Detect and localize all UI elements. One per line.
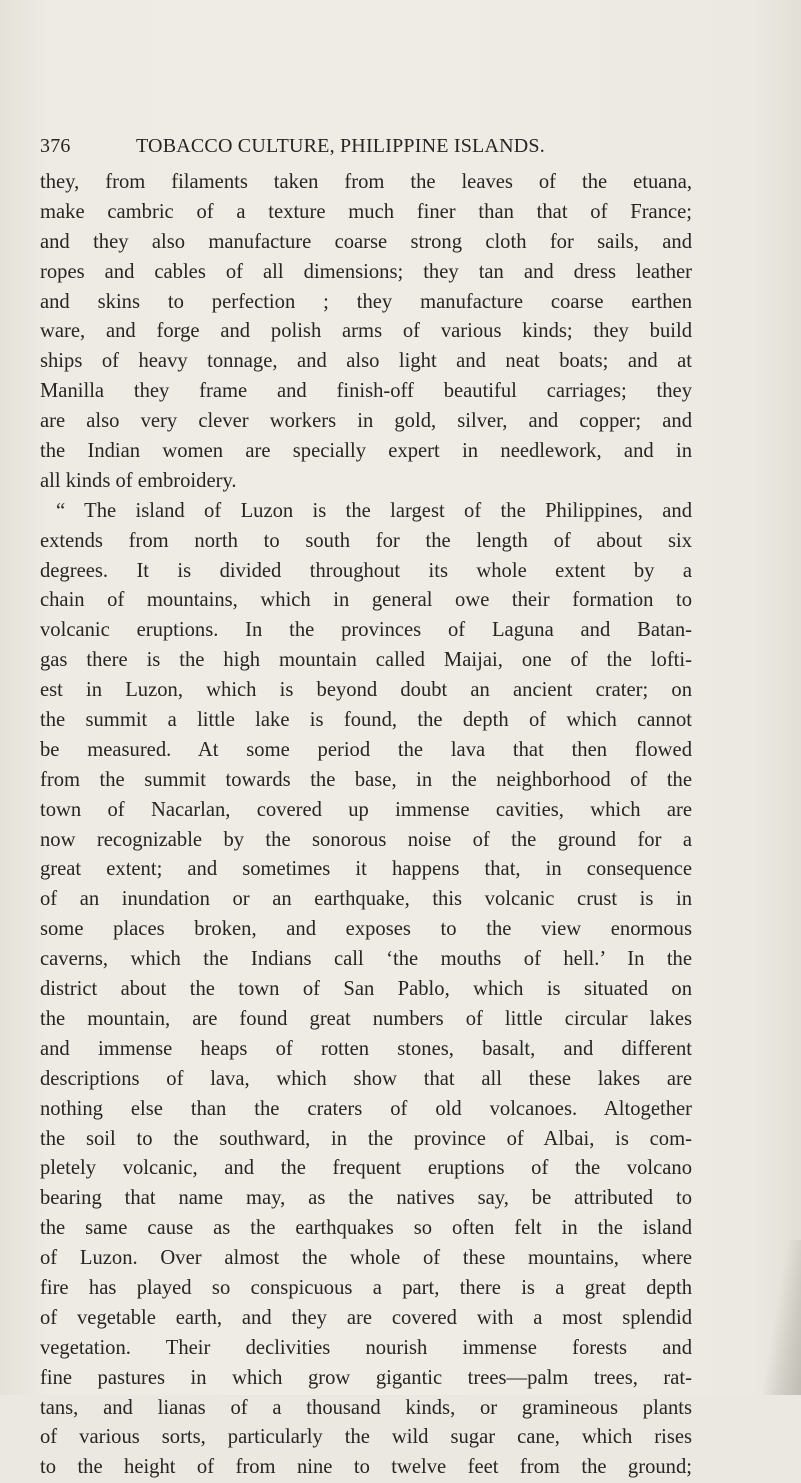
text-line: vegetation. Their declivities nourish immense forests and <box>40 1336 692 1359</box>
text-line: the Indian women are specially expert in needlework, and in <box>40 440 692 463</box>
text-line: and immense heaps of rotten stones, basalt, and different <box>40 1037 692 1060</box>
page-number: 376 <box>40 135 71 157</box>
text-line: volcanic eruptions. In the provinces of Laguna and Batan- <box>40 619 692 642</box>
text-line: and skins to perfection ; they manufacture coarse earthen <box>40 290 692 313</box>
text-line: the summit a little lake is found, the depth of which cannot <box>40 709 692 732</box>
text-line: the same cause as the earthquakes so often felt in the island <box>40 1217 692 1240</box>
text-line: of vegetable earth, and they are covered with a most splendid <box>40 1306 692 1329</box>
text-line: ships of heavy tonnage, and also light and neat boats; and at <box>40 350 692 373</box>
text-line: are also very clever workers in gold, silver, and copper; and <box>40 410 692 433</box>
text-line: town of Nacarlan, covered up immense cavities, which are <box>40 798 692 821</box>
text-line: fire has played so conspicuous a part, there is a great depth <box>40 1276 692 1299</box>
text-line: nothing else than the craters of old volcanoes. Altogether <box>40 1097 692 1120</box>
text-line: to the height of from nine to twelve feet from the ground; <box>40 1456 692 1479</box>
page-curl-shadow <box>761 1240 801 1395</box>
text-line: degrees. It is divided throughout its whole extent by a <box>40 559 692 582</box>
text-line: “ The island of Luzon is the largest of the Philippines, and <box>56 499 692 522</box>
body-text <box>40 168 692 1483</box>
text-line: gas there is the high mountain called Maijai, one of the lofti- <box>40 649 692 672</box>
text-line: of Luzon. Over almost the whole of these mountains, where <box>40 1247 692 1270</box>
text-line: caverns, which the Indians call ‘the mouths of hell.’ In the <box>40 948 692 971</box>
text-line: ropes and cables of all dimensions; they tan and dress leather <box>40 260 692 283</box>
text-line: they, from filaments taken from the leaves of the etuana, <box>40 171 692 193</box>
text-line: the mountain, are found great numbers of little circular lakes <box>40 1007 692 1030</box>
text-line: fine pastures in which grow gigantic trees—palm trees, rat- <box>40 1366 692 1389</box>
text-line: chain of mountains, which in general owe their formation to <box>40 589 692 612</box>
text-line: of an inundation or an earthquake, this volcanic crust is in <box>40 888 692 911</box>
text-line: est in Luzon, which is beyond doubt an ancient crater; on <box>40 679 692 702</box>
text-line: tans, and lianas of a thousand kinds, or gramineous plants <box>40 1396 692 1419</box>
running-title: TOBACCO CULTURE, PHILIPPINE ISLANDS. <box>136 135 545 157</box>
text-line: ware, and forge and polish arms of various kinds; they build <box>40 320 692 343</box>
text-line: make cambric of a texture much finer than that of France; <box>40 200 692 223</box>
text-line: now recognizable by the sonorous noise of the ground for a <box>40 828 692 851</box>
text-line: of various sorts, particularly the wild sugar cane, which rises <box>40 1426 692 1449</box>
text-line: district about the town of San Pablo, which is situated on <box>40 978 692 1001</box>
text-line: some places broken, and exposes to the view enormous <box>40 918 692 941</box>
text-line: from the summit towards the base, in the neighborhood of the <box>40 768 692 791</box>
text-line: be measured. At some period the lava that then flowed <box>40 738 692 761</box>
text-line: Manilla they frame and finish-off beautiful carriages; they <box>40 380 692 403</box>
text-line: pletely volcanic, and the frequent eruptions of the volcano <box>40 1157 692 1180</box>
text-line: the soil to the southward, in the province of Albai, is com- <box>40 1127 692 1150</box>
text-line: great extent; and sometimes it happens that, in consequence <box>40 858 692 881</box>
text-line: bearing that name may, as the natives say, be attributed to <box>40 1187 692 1210</box>
text-line: descriptions of lava, which show that all these lakes are <box>40 1067 692 1090</box>
text-line: and they also manufacture coarse strong cloth for sails, and <box>40 230 692 253</box>
text-line: extends from north to south for the length of about six <box>40 529 692 552</box>
text-line: all kinds of embroidery. <box>40 469 237 492</box>
page-header <box>40 133 690 159</box>
